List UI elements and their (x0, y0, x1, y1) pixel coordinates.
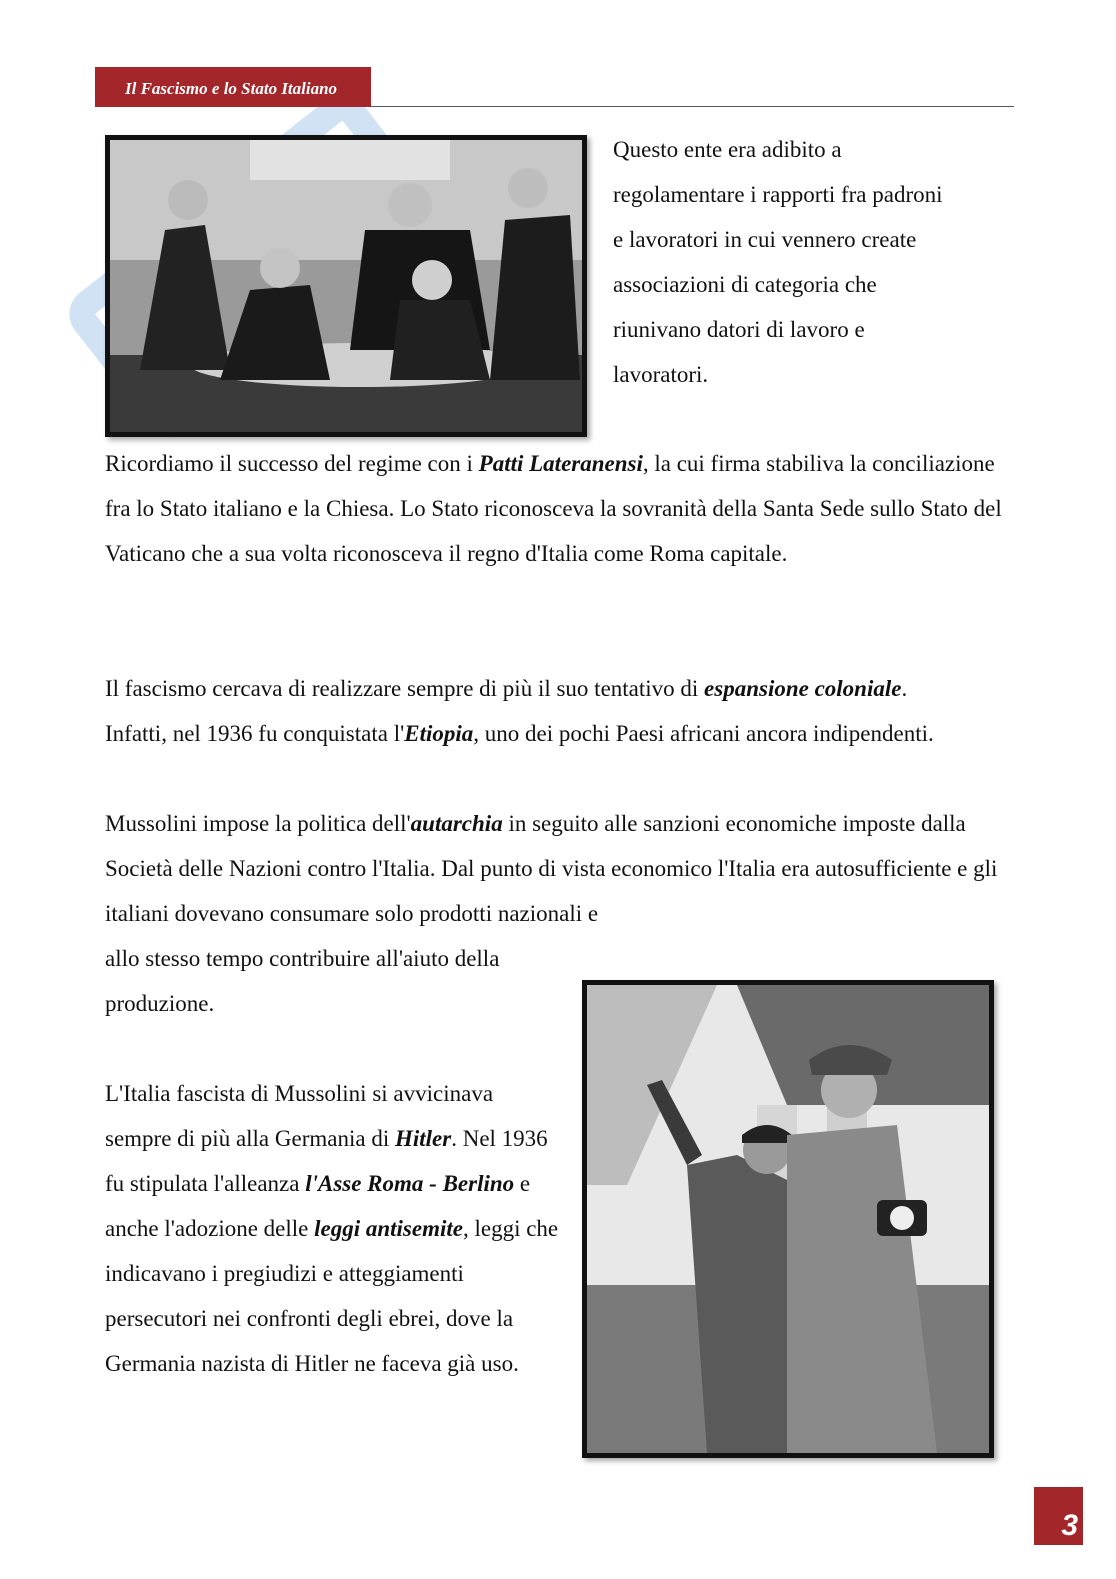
term-espansione-coloniale: espansione coloniale (704, 676, 902, 701)
header-rule (371, 106, 1014, 107)
term-etiopia: Etiopia (404, 721, 474, 746)
header-title: Il Fascismo e lo Stato Italiano (125, 79, 338, 98)
paragraph-autarchy: Mussolini impose la politica dell'autarchia in seguito alle sanzioni economiche imposte dalla Società delle Nazioni contro l'Italia. Dal punto di vista economico l'Italia era autosufficiente e gli italiani dovevano consumare solo prodotti nazionali e (105, 811, 998, 926)
paragraph-autarchy-end: allo stesso tempo contribuire all'aiuto della produzione. (105, 946, 500, 1016)
paragraph-corporations: Questo ente era adibito a regolamentare i rapporti fra padroni e lavoratori in cui vennero create associazioni di categoria che riunivano datori di lavoro e lavoratori. (613, 137, 943, 387)
header-tab (95, 67, 371, 107)
page-number-box (1034, 1487, 1083, 1545)
term-hitler: Hitler (394, 1126, 452, 1151)
lateran-pacts-photo (105, 135, 587, 437)
term-autarchia: autarchia (410, 811, 503, 836)
paragraph-colonial-expansion: Il fascismo cercava di realizzare sempre di più il suo tentativo di espansione coloniale. Infatti, nel 1936 fu conquistata l'Etiopia, uno dei pochi Paesi africani ancora indipendenti. (105, 676, 934, 746)
term-asse-roma-berlino: l'Asse Roma - Berlino (305, 1171, 515, 1196)
photo-icon (110, 140, 582, 432)
paragraph-axis-alliance: L'Italia fascista di Mussolini si avvicinava sempre di più alla Germania di Hitler. Nel 1936 fu stipulata l'alleanza l'Asse Roma - Berlino e anche l'adozione delle leggi antisemite, leggi che indicavano i pregiudizi e atteggiamenti persecutori nei confronti degli ebrei, dove la Germania nazista di Hitler ne faceva già uso. (105, 1081, 559, 1376)
paragraph-lateran-pacts: Ricordiamo il successo del regime con i Patti Lateranensi, la cui firma stabiliva la conciliazione fra lo Stato italiano e la Chiesa. Lo Stato riconosceva la sovranità della Santa Sede sullo Stato del Vaticano che a sua volta riconosceva il regno d'Italia come Roma capitale. (105, 451, 1002, 566)
page-number: 3 (1061, 1509, 1078, 1542)
axis-photo (582, 980, 994, 1458)
term-patti-lateranensi: Patti Lateranensi (478, 451, 643, 476)
photo-icon (587, 985, 989, 1453)
term-leggi-antisemite: leggi antisemite (314, 1216, 463, 1241)
